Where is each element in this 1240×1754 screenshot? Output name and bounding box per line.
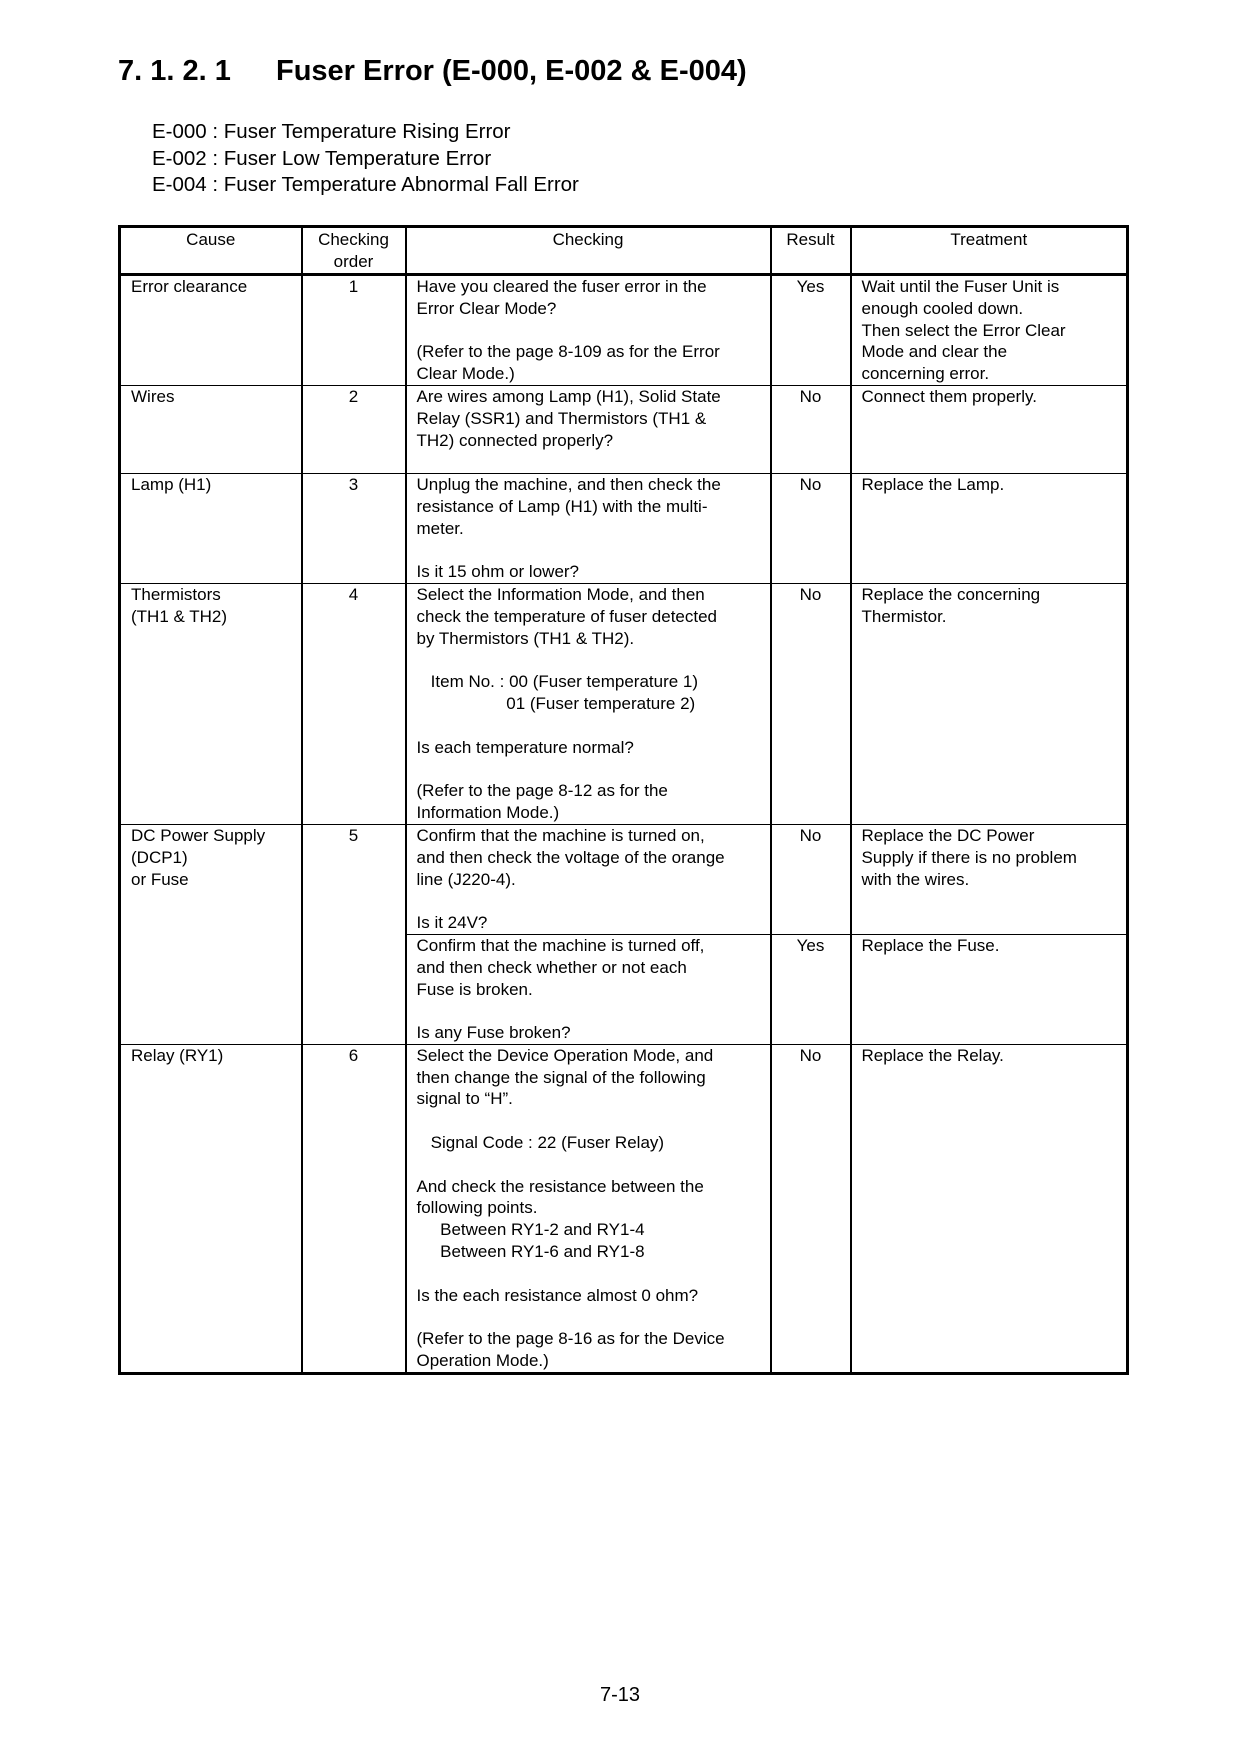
cell-cause: [120, 275, 302, 386]
cell-line: and then check the voltage of the orange: [416, 847, 725, 867]
cell-order: 3: [302, 474, 406, 584]
cell-line: Connect them properly.: [861, 386, 1037, 406]
cell-line: 01 (Fuser temperature 2): [416, 694, 696, 714]
cell-checking: [406, 1044, 771, 1373]
cell-order: 1: [302, 275, 406, 386]
cell-line: Is the each resistance almost 0 ohm?: [416, 1285, 699, 1305]
header-result: Result: [771, 227, 851, 275]
cell-treatment: [851, 824, 1128, 934]
header-cause: Cause: [120, 227, 302, 275]
cell-result: No: [771, 584, 851, 825]
cell-line: Information Mode.): [416, 803, 560, 823]
error-code-line: E-000 : Fuser Temperature Rising Error: [152, 120, 511, 143]
header-treatment: Treatment: [851, 227, 1128, 275]
table-body: [120, 275, 1128, 1374]
cell-line: Wait until the Fuser Unit is: [861, 277, 1060, 296]
error-code-line: E-004 : Fuser Temperature Abnormal Fall Error: [152, 173, 579, 196]
cell-line: Replace the Fuse.: [861, 935, 1000, 955]
cell-result: Yes: [771, 934, 851, 1044]
cell-line: signal to “H”.: [416, 1089, 513, 1109]
cell-line: Error clearance: [131, 277, 248, 296]
cell-checking: [406, 934, 771, 1044]
table-row: [120, 584, 1128, 825]
section-heading: [118, 55, 747, 88]
cell-line: Error Clear Mode?: [416, 298, 557, 318]
cell-cause: [120, 385, 302, 473]
cell-line: Is each temperature normal?: [416, 737, 634, 757]
cell-result: No: [771, 1044, 851, 1373]
cell-checking: [406, 824, 771, 934]
cell-cause: [120, 1044, 302, 1373]
header-checking: Checking: [406, 227, 771, 275]
cell-line: Is it 24V?: [416, 913, 488, 933]
cell-cause: [120, 584, 302, 825]
cell-line: [417, 1110, 760, 1132]
cell-line: (TH1 & TH2): [131, 606, 228, 626]
cell-line: Select the Device Operation Mode, and: [416, 1045, 714, 1065]
cell-line: resistance of Lamp (H1) with the multi-: [416, 496, 708, 516]
cell-order: 4: [302, 584, 406, 825]
cell-line: [417, 890, 760, 912]
cell-line: DC Power Supply: [131, 825, 266, 845]
table-row: [120, 824, 1128, 934]
cell-line: concerning error.: [861, 364, 990, 384]
cell-cause: [120, 824, 302, 1044]
cell-line: Replace the Lamp.: [861, 475, 1005, 495]
cell-line: Operation Mode.): [416, 1351, 549, 1371]
cell-line: (DCP1): [131, 847, 188, 867]
cell-line: Supply if there is no problem: [861, 847, 1077, 867]
cell-line: Relay (SSR1) and Thermistors (TH1 &: [416, 408, 707, 428]
cell-line: line (J220-4).: [416, 869, 516, 889]
cell-line: Is it 15 ohm or lower?: [416, 562, 580, 582]
cell-order: 5: [302, 824, 406, 1044]
page-number: 7-13: [599, 1684, 641, 1706]
table-row: [120, 275, 1128, 386]
cell-line: [417, 759, 760, 781]
cell-line: (Refer to the page 8-12 as for the: [416, 781, 668, 801]
cell-line: and then check whether or not each: [416, 957, 687, 977]
cell-line: Select the Information Mode, and then: [416, 585, 705, 605]
cell-line: [417, 1000, 760, 1022]
cell-line: Is any Fuse broken?: [416, 1023, 571, 1043]
cell-line: Replace the concerning: [861, 585, 1041, 605]
cell-checking: [406, 385, 771, 473]
cell-line: following points.: [416, 1198, 538, 1218]
section-number: 7. 1. 2. 1: [118, 55, 231, 87]
cell-line: Then select the Error Clear: [861, 320, 1066, 340]
cell-line: Item No. : 00 (Fuser temperature 1): [416, 672, 699, 692]
cell-line: enough cooled down.: [861, 298, 1024, 318]
cell-treatment: [851, 385, 1128, 473]
cell-line: [417, 650, 760, 672]
cell-treatment: [851, 584, 1128, 825]
cell-line: [417, 1154, 760, 1176]
cell-line: or Fuse: [131, 869, 189, 889]
cell-line: Relay (RY1): [131, 1045, 224, 1065]
cell-treatment: [851, 1044, 1128, 1373]
cell-line: [417, 1263, 760, 1285]
cell-line: Are wires among Lamp (H1), Solid State: [416, 386, 721, 406]
error-code-list: [152, 119, 579, 199]
cell-result: No: [771, 385, 851, 473]
cell-order: 2: [302, 385, 406, 473]
cell-line: Between RY1-6 and RY1-8: [416, 1242, 645, 1262]
cell-line: [417, 715, 760, 737]
cell-line: [417, 451, 760, 473]
troubleshooting-table: [118, 225, 1129, 1375]
cell-line: Thermistor.: [861, 606, 947, 626]
cell-line: meter.: [416, 518, 464, 538]
cell-checking: [406, 275, 771, 386]
cell-order: 6: [302, 1044, 406, 1373]
cell-line: Lamp (H1): [131, 475, 212, 495]
cell-line: Between RY1-2 and RY1-4: [416, 1220, 645, 1240]
header-order-text: Checking order: [318, 230, 389, 271]
cell-line: Mode and clear the: [861, 342, 1008, 362]
cell-line: [417, 540, 760, 562]
cell-treatment: [851, 474, 1128, 584]
cell-line: Thermistors: [131, 585, 221, 605]
cell-line: Wires: [131, 386, 175, 406]
cell-line: Confirm that the machine is turned on,: [416, 825, 705, 845]
cell-line: then change the signal of the following: [416, 1067, 706, 1087]
cell-line: (Refer to the page 8-16 as for the Device: [416, 1329, 725, 1349]
cell-checking: [406, 584, 771, 825]
cell-line: with the wires.: [861, 869, 970, 889]
cell-line: [417, 1306, 760, 1328]
cell-line: Unplug the machine, and then check the: [416, 475, 721, 495]
cell-line: Replace the DC Power: [861, 825, 1035, 845]
cell-checking: [406, 474, 771, 584]
cell-cause: [120, 474, 302, 584]
table-row: [120, 385, 1128, 473]
cell-line: [417, 320, 760, 342]
cell-line: Replace the Relay.: [861, 1045, 1004, 1065]
cell-line: by Thermistors (TH1 & TH2).: [416, 628, 635, 648]
table-row: [120, 474, 1128, 584]
cell-result: No: [771, 474, 851, 584]
table-row: [120, 1044, 1128, 1373]
cell-line: Confirm that the machine is turned off,: [416, 935, 705, 955]
cell-line: Clear Mode.): [416, 364, 515, 384]
error-code-line: E-002 : Fuser Low Temperature Error: [152, 146, 492, 170]
table-header-row: [120, 227, 1128, 275]
cell-result: No: [771, 824, 851, 934]
cell-treatment: [851, 275, 1128, 386]
cell-line: Have you cleared the fuser error in the: [416, 277, 707, 296]
cell-line: Signal Code : 22 (Fuser Relay): [416, 1133, 665, 1153]
cell-line: (Refer to the page 8-109 as for the Error: [416, 342, 720, 362]
header-checking-order: [302, 227, 406, 275]
cell-line: check the temperature of fuser detected: [416, 606, 718, 626]
cell-line: Fuse is broken.: [416, 979, 533, 999]
section-title: Fuser Error (E-000, E-002 & E-004): [276, 55, 747, 87]
cell-line: TH2) connected properly?: [416, 430, 614, 450]
cell-line: And check the resistance between the: [416, 1176, 704, 1196]
cell-treatment: [851, 934, 1128, 1044]
cell-result: Yes: [771, 275, 851, 386]
